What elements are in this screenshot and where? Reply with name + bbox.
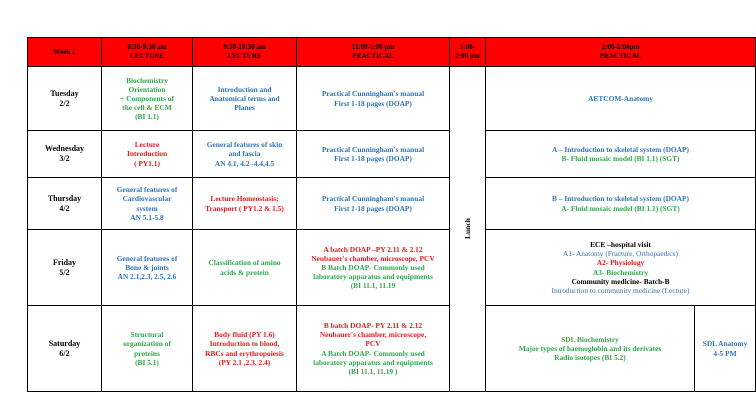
thursday-practical: Practical Cunningham's manual First 1-18 pages (DOAP) xyxy=(297,178,450,230)
thursday-afternoon: B – Introduction to skeletal system (DOAP) A- Fluid mosaic model (BI 1.1) (SGT) xyxy=(486,178,756,230)
header-row xyxy=(28,38,756,67)
timetable xyxy=(27,37,756,392)
day-wednesday: Wednesday 3/2 xyxy=(28,131,102,178)
tuesday-afternoon: AETCOM-Anatomy xyxy=(486,67,756,131)
header-col1: 8:30-9:30 am LECTURE xyxy=(102,38,193,67)
day-saturday: Saturday 6/2 xyxy=(28,306,102,392)
header-week: Week 1 xyxy=(28,38,102,67)
friday-lecture-1: General features of Bone & joints AN 2.1,2.3, 2.5, 2.6 xyxy=(102,230,193,306)
wednesday-lecture-2: General features of skin and fascia AN 4.1, 4.2 -4.4,4.5 xyxy=(193,131,297,178)
lunch-cell xyxy=(450,67,486,392)
header-col2: 9:30-10:30 am LECTURE xyxy=(193,38,297,67)
tuesday-practical: Practical Cunningham's manual First 1-18 pages (DOAP) xyxy=(297,67,450,131)
header-col5: 2:00-5:00pm PRACTICAL xyxy=(486,38,756,67)
row-saturday xyxy=(28,306,756,392)
day-tuesday: Tuesday 2/2 xyxy=(28,67,102,131)
friday-practical: A batch DOAP –PY 2.11 & 2.12 Neubauer's chamber, microscope, PCV B Batch DOAP- Commonly used laboratory apparatus and equipments (BI 11.1, 11.19 xyxy=(297,230,450,306)
wednesday-lecture-1: Lecture Introduction ( PY1.1) xyxy=(102,131,193,178)
saturday-afternoon-sdl-anatomy: SDL Anatomy 4-5 PM xyxy=(695,306,756,392)
tuesday-lecture-2: Introduction and Anatomical terms and Planes xyxy=(193,67,297,131)
saturday-practical: B batch DOAP- PY 2.11 & 2.12 Neubauer's chamber, microscope, PCV A Batch DOAP- Commonly used laboratory apparatus and equipments (BI 11.1, 11.19 ) xyxy=(297,306,450,392)
wednesday-practical: Practical Cunningham's manual First 1-18 pages (DOAP) xyxy=(297,131,450,178)
friday-lecture-2: Classification of amino acids & protein xyxy=(193,230,297,306)
friday-afternoon: ECE –hospital visit A1- Anatomy (Fracture, Orthopaedics) A2- Physiology A3- Biochemistry Community medicine- Batch-B Introduction to community medicine (Lecture) xyxy=(486,230,756,306)
row-thursday xyxy=(28,178,756,230)
saturday-afternoon-sdl-biochemistry: SDL Biochemistry Major types of haemoglobin and its derivates Radio isotopes (BI 5.2) xyxy=(486,306,695,392)
wednesday-afternoon: A – Introduction to skeletal system (DOAP) B- Fluid mosaic model (BI 1.1) (SGT) xyxy=(486,131,756,178)
row-tuesday xyxy=(28,67,756,131)
day-friday: Friday 5/2 xyxy=(28,230,102,306)
row-friday xyxy=(28,230,756,306)
saturday-lecture-1: Structural organization of proteins (BI 5.1) xyxy=(102,306,193,392)
tuesday-lecture-1: Biochemistry Orientation + Components of the cell & ECM (BI 1.1) xyxy=(102,67,193,131)
row-wednesday xyxy=(28,131,756,178)
header-col3: 11:00-1:00 pm PRACTICAL xyxy=(297,38,450,67)
lunch-label: Lunch xyxy=(462,218,472,240)
thursday-lecture-2: Lecture Homeostasis; Transport ( PY1.2 & 1.5) xyxy=(193,178,297,230)
thursday-lecture-1: General features of Cardiovascular system AN 5.1-5.8 xyxy=(102,178,193,230)
saturday-lecture-2: Body fluid (PY 1.6) Introduction to blood, RBCs and erythropoiesis (PY 2.1 ,2.3, 2.4) xyxy=(193,306,297,392)
day-thursday: Thursday 4/2 xyxy=(28,178,102,230)
header-col4: 1:00- 2:00 pm xyxy=(450,38,486,67)
